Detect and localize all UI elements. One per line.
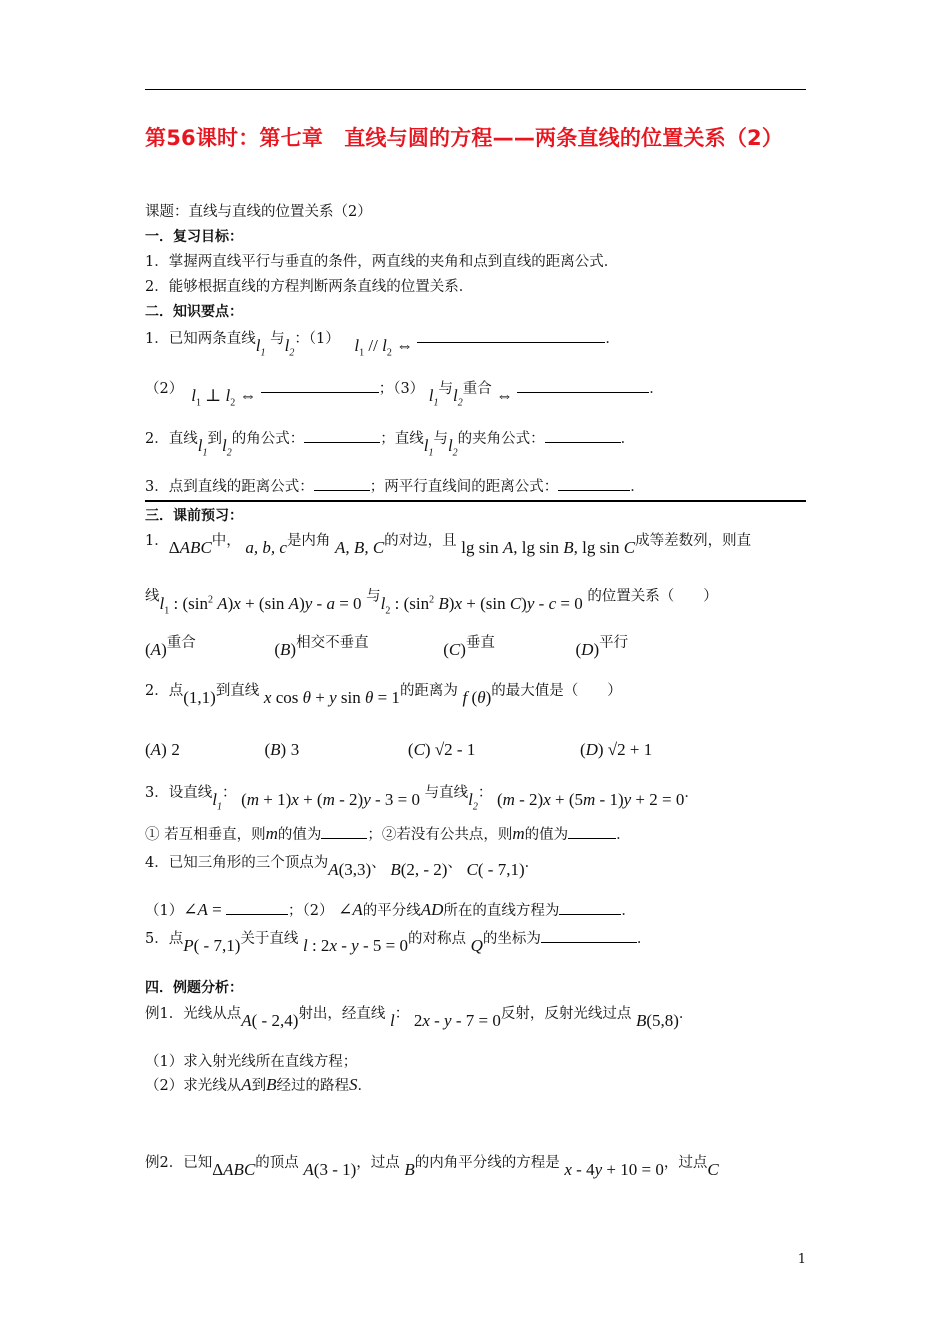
header-rule [145,89,806,90]
key-point-3: 3．点到直线的距离公式： ；两平行直线间的距离公式： ． [145,476,645,497]
preview-question-1-cont: 线$l_1$ : ($\sin^2$ A)x + (sin A)y - a = 0 与$l_2$ : ($\sin^2$ B)x + (sin C)y - c = 0 的位置关系（ ） [145,588,718,617]
preview-question-1-options: (A)重合 (B)相交不垂直 (C)垂直 (D)平行 [145,635,629,659]
key-point-1: 1．已知两条直线$l_1$ 与$l_2$：（1） $l_1 // l_2$ ⇔ ． [145,328,620,355]
preview-question-2: 2．点(1,1)到直线 x cos θ + y sin θ = 1的距离为 f (θ)的最大值是（ ） [145,683,622,707]
section-heading-key-points: 二．知识要点： [145,304,243,320]
page-number: 1 [797,1252,806,1267]
key-point-1-cont: （2） $l_1$ ⊥ $l_2$ ⇔ ；（3） $l_1$与$l_2$重合 ⇔ ． [145,378,664,405]
topic-line: 课题：直线与直线的位置关系（2） [145,204,372,220]
page-title: 第56课时：第七章 直线与圆的方程——两条直线的位置关系（2） [145,126,784,150]
preview-question-1: 1．ΔABC中， a, b, c是内角 A, B, C的对边，且 lg sin A, lg sin B, lg sin C成等差数列，则直 [145,533,752,557]
section-heading-review-goals: 一．复习目标： [145,229,243,245]
preview-question-2-options: (A) 2 (B) 3 (C) √2 - 1 (D) √2 + 1 [145,740,653,759]
preview-question-3: 3．设直线$l_1$： (m + 1)x + (m - 2)y - 3 = 0 与直线$l_2$： (m - 2)x + (5m - 1)y + 2 = 0． [145,785,699,813]
example-1: 例1．光线从点A( - 2,4)射出，经直线 l： 2x - y - 7 = 0反射，反射光线过点 B(5,8)． [145,1006,694,1030]
example-2: 例2．已知ΔABC的顶点 A(3 - 1)，过点 B的内角平分线的方程是 x - 4y + 10 = 0，过点C [145,1155,719,1179]
goal-item-2: 2．能够根据直线的方程判断两条直线的位置关系． [145,279,474,295]
preview-question-4: 4．已知三角形的三个顶点为A(3,3)、 B(2, - 2)、 C( - 7,1)． [145,855,540,879]
section-heading-preview: 三．课前预习： [145,508,243,524]
goal-item-1: 1．掌握两直线平行与垂直的条件，两直线的夹角和点到直线的距离公式． [145,254,619,270]
section-divider [145,500,806,502]
key-point-2: 2．直线$l_1$到$l_2$的角公式： ；直线$l_1$与$l_2$的夹角公式： ． [145,428,635,455]
example-1-part-1: （1）求入射光线所在直线方程； [145,1054,358,1070]
example-1-part-2: （2）求光线从A到B经过的路程S． [145,1075,373,1094]
preview-question-3-cont: ① 若互相垂直，则m的值为 ；②若没有公共点，则m的值为 ． [145,824,631,843]
preview-question-4-cont: （1）∠A = ；（2） ∠A的平分线AD所在的直线方程为 ． [145,900,636,919]
preview-question-5: 5．点P( - 7,1)关于直线 l : 2x - y - 5 = 0的对称点 Q的坐标为 ． [145,928,651,949]
section-heading-examples: 四．例题分析： [145,980,243,996]
